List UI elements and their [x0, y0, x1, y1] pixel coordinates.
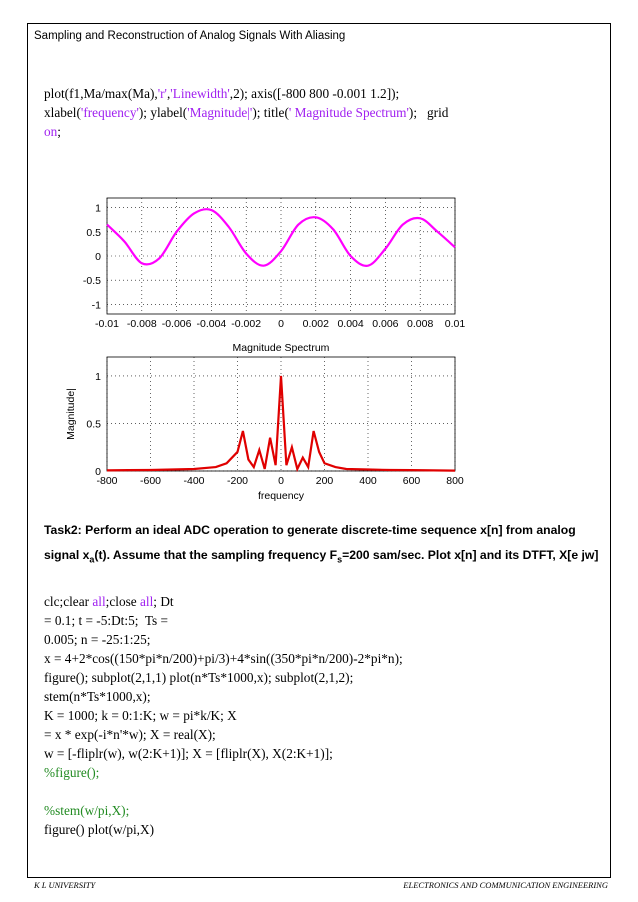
task-line: Task2: Perform an ideal ADC operation to generate discrete-time sequence x[n] from analog: [44, 523, 576, 537]
x-tick-label: -0.008: [126, 318, 157, 330]
x-tick-label: 400: [359, 475, 377, 487]
y-tick-label: -1: [91, 299, 101, 312]
footer-right: ELECTRONICS AND COMMUNICATION ENGINEERING: [403, 880, 608, 890]
x-tick-label: -0.004: [196, 318, 227, 330]
code-line: plot(f1,Ma/max(Ma),'r','Linewidth',2); axis([-800 800 -0.001 1.2]);: [44, 86, 400, 101]
x-tick-label: -400: [183, 475, 205, 487]
x-tick-label: -600: [139, 475, 162, 487]
y-tick-label: -0.5: [82, 275, 101, 288]
code-line: on;: [44, 124, 61, 139]
code-comment: %figure();: [44, 765, 100, 780]
footer-left: K L UNIVERSITY: [34, 880, 96, 890]
x-tick-label: 0: [278, 318, 284, 330]
y-axis-label: Magnitude|: [65, 388, 77, 440]
x-tick-label: 800: [446, 475, 464, 487]
magnitude-spectrum-plot: [60, 335, 470, 505]
x-tick-label: -0.006: [161, 318, 192, 330]
y-tick-label: 0.5: [86, 418, 101, 431]
code-line: w = [-fliplr(w), w(2:K+1)]; X = [fliplr(X), X(2:K+1)];: [44, 746, 333, 761]
x-tick-label: -0.002: [231, 318, 262, 330]
x-axis-label: frequency: [257, 490, 305, 502]
code-line: = 0.1; t = -5:Dt:5; Ts =: [44, 613, 169, 628]
series-line: [107, 209, 455, 266]
x-tick-label: -200: [226, 475, 249, 487]
chart-title: Magnitude Spectrum: [232, 342, 330, 354]
x-tick-label: 0.002: [302, 318, 329, 330]
code-line: figure() plot(w/pi,X): [44, 822, 155, 837]
page-header: Sampling and Reconstruction of Analog Signals With Aliasing: [34, 30, 346, 42]
y-tick-label: 0: [95, 465, 101, 478]
task-line: signal $x_a(t)$. Assume that the sampling frequency $F_s=200$ sam/sec. Plot x[n] and its DTFT, X[e jw]: [44, 548, 599, 565]
code-line: K = 1000; k = 0:1:K; w = pi*k/K; X: [44, 708, 237, 723]
code-comment: %stem(w/pi,X);: [44, 803, 130, 818]
x-tick-label: 200: [315, 475, 334, 487]
x-tick-label: 0.01: [444, 318, 466, 330]
x-tick-label: 0.004: [337, 318, 364, 330]
x-tick-label: 600: [402, 475, 421, 487]
y-tick-label: 1: [95, 370, 101, 383]
x-tick-label: -800: [96, 475, 118, 487]
y-tick-label: 0.5: [86, 226, 101, 239]
code-line: 0.005; n = -25:1:25;: [44, 632, 151, 647]
code-line: x = 4+2*cos((150*pi*n/200)+pi/3)+4*sin((350*pi*n/200)-2*pi*n);: [44, 651, 403, 666]
x-tick-label: 0: [278, 475, 284, 487]
code-line: clc;clear all;close all; Dt: [44, 594, 174, 609]
y-tick-label: 0: [95, 251, 101, 263]
code-line: = x * exp(-i*n'*w); X = real(X);: [44, 727, 216, 742]
x-tick-label: 0.008: [407, 318, 434, 330]
code-line: figure(); subplot(2,1,1) plot(n*Ts*1000,x); subplot(2,1,2);: [44, 670, 354, 685]
x-tick-label: -0.01: [95, 318, 119, 330]
code-line: stem(n*Ts*1000,x);: [44, 689, 151, 704]
task-heading: [44, 518, 604, 572]
x-tick-label: 0.006: [372, 318, 399, 330]
y-tick-label: 1: [95, 202, 101, 215]
time-domain-plot: [60, 190, 470, 335]
code-line: xlabel('frequency'); ylabel('Magnitude|'); title(' Magnitude Spectrum'); grid: [44, 105, 449, 120]
